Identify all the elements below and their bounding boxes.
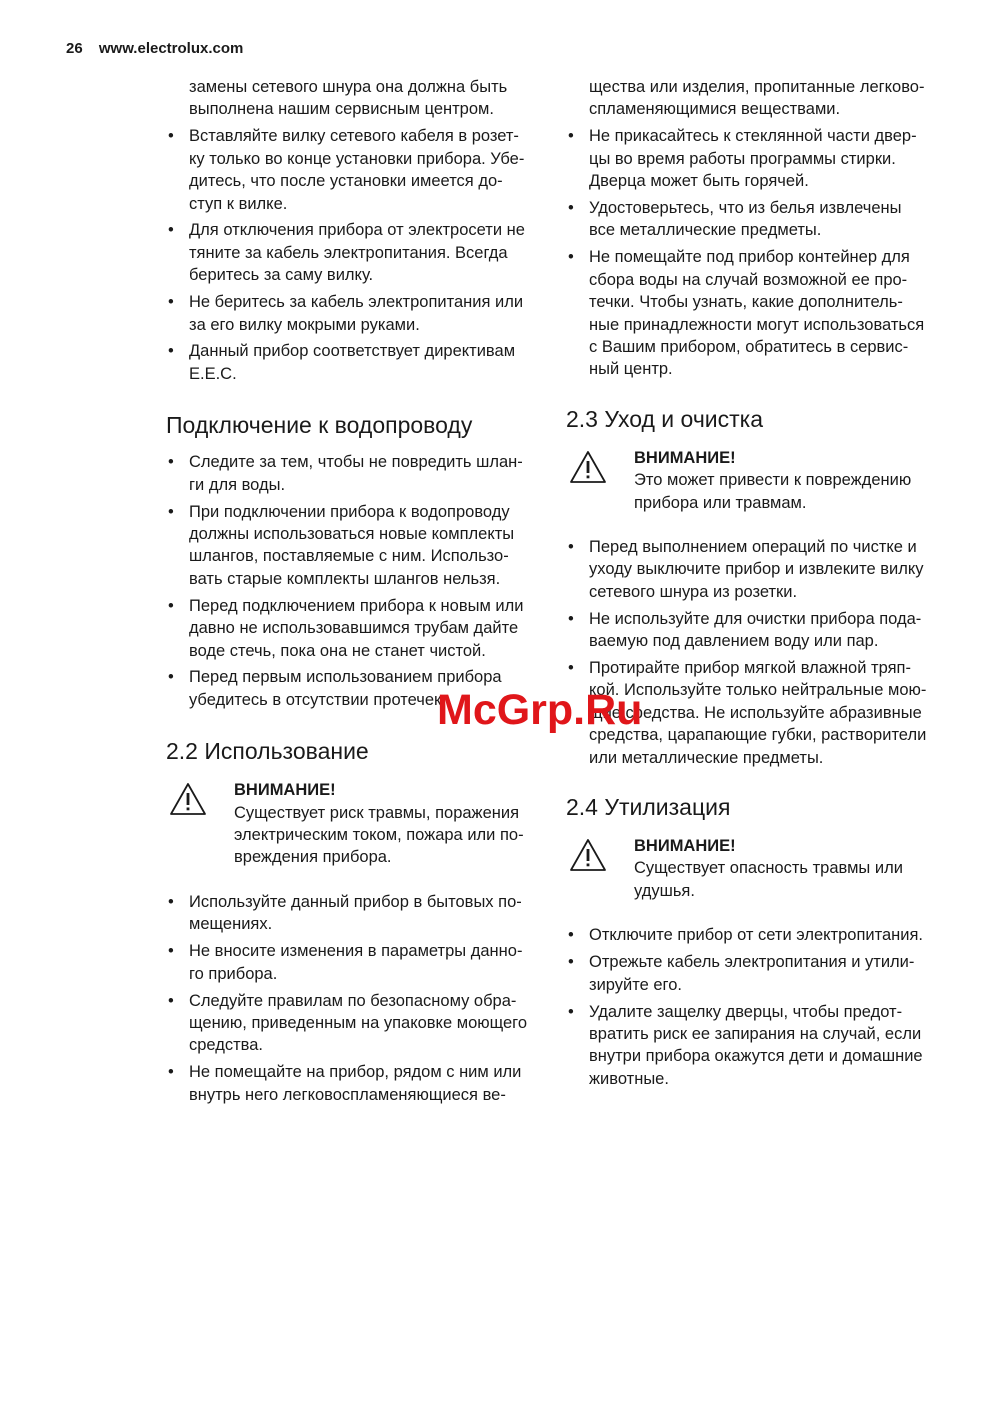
list-item: • Удалите защелку дверцы, чтобы предот- вратить риск ее запирания на случай, если внутри прибора окажутся дети и домашние животные. xyxy=(566,1001,951,1091)
list-item: • Используйте данный прибор в бытовых по- мещениях. xyxy=(166,891,546,936)
watermark: McGrp.Ru xyxy=(437,686,643,734)
list-item: • При подключении прибора к водопроводу должны использоваться новые комплекты шлангов, поставляемые с ним. Использо- вать старые комплекты шлангов нельзя. xyxy=(166,501,546,591)
right-bullet-list-3 xyxy=(566,924,951,1090)
section-title: Утилизация xyxy=(604,794,731,821)
warning-block: ВНИМАНИЕ! Это может привести к повреждению прибора или травмам. xyxy=(566,447,951,514)
warning-block: ВНИМАНИЕ! Существует опасность травмы или удушья. xyxy=(566,835,951,902)
warning-triangle-icon xyxy=(569,838,607,872)
warning-title: ВНИМАНИЕ! xyxy=(234,781,336,800)
list-item: • Протирайте прибор мягкой влажной тряп- кой. Используйте только нейтральные мою- щие средства. Не используйте абразивные средства, царапающие губки, растворители или металлические предметы. xyxy=(566,657,951,769)
list-item: • Данный прибор соответствует директивам E.E.C. xyxy=(166,340,546,385)
list-item: • Следуйте правилам по безопасному обра- щению, приведенным на упаковке моющего средства. xyxy=(166,990,546,1057)
section-number: 2.2 xyxy=(166,738,198,765)
list-item: • Перед подключением прибора к новым или давно не использовавшимся трубам дайте воде стечь, пока она не станет чистой. xyxy=(166,595,546,662)
section-title: Уход и очистка xyxy=(604,405,764,432)
list-item: • Отрежьте кабель электропитания и утили- зируйте его. xyxy=(566,951,951,996)
left-bullet-list-3 xyxy=(166,891,546,1106)
list-item: • Удостоверьтесь, что из белья извлечены все металлические предметы. xyxy=(566,197,951,242)
list-item: • Не вносите изменения в параметры данно- го прибора. xyxy=(166,940,546,985)
warning-triangle-icon xyxy=(569,450,607,484)
section-2-2-heading xyxy=(166,737,546,765)
list-item: • Для отключения прибора от электросети не тяните за кабель электропитания. Всегда беритесь за саму вилку. xyxy=(166,219,546,286)
right-column xyxy=(566,76,951,1095)
list-item: • Не используйте для очистки прибора пода- ваемую под давлением воду или пар. xyxy=(566,608,951,653)
list-item: • Перед выполнением операций по чистке и уходу выключите прибор и извлеките вилку сетевого шнура из розетки. xyxy=(566,536,951,603)
right-intro-paragraph: щества или изделия, пропитанные легково- спламеняющимися веществами. xyxy=(589,78,925,119)
section-number: 2.4 xyxy=(566,794,598,821)
warning-block: ВНИМАНИЕ! Существует риск травмы, поражения электрическим током, пожара или по- вреждения прибора. xyxy=(166,779,546,869)
section-number: 2.3 xyxy=(566,405,598,432)
left-column xyxy=(166,76,546,1111)
site-url[interactable]: www.electrolux.com xyxy=(98,40,244,57)
list-item: • Вставляйте вилку сетевого кабеля в розет- ку только во конце установки прибора. Убе- дитесь, что после установки имеется до- ступ к вилке. xyxy=(166,125,546,215)
warning-title: ВНИМАНИЕ! xyxy=(634,837,736,856)
right-bullet-list-1 xyxy=(566,125,951,380)
list-item: • Следите за тем, чтобы не повредить шлан- ги для воды. xyxy=(166,451,546,496)
section-2-4-heading xyxy=(566,793,951,821)
page-number: 26 xyxy=(66,40,83,57)
section-title: Использование xyxy=(204,738,369,765)
water-connection-heading: Подключение к водопроводу xyxy=(166,412,473,439)
left-bullet-list-2 xyxy=(166,451,546,711)
section-2-3-heading xyxy=(566,405,951,433)
left-intro-paragraph: замены сетевого шнура она должна быть выполнена нашим сервисным центром. xyxy=(189,78,508,119)
page-header xyxy=(66,40,243,57)
list-item: • Отключите прибор от сети электропитания. xyxy=(566,924,951,946)
warning-title: ВНИМАНИЕ! xyxy=(634,448,736,467)
list-item: • Не прикасайтесь к стеклянной части двер- цы во время работы программы стирки. Дверца может быть горячей. xyxy=(566,125,951,192)
list-item: • Не помещайте под прибор контейнер для сбора воды на случай возможной ее про- течки. Чтобы узнать, какие дополнитель- ные принадлежности могут использоваться с Вашим прибором, обратитесь в сервис- ный центр. xyxy=(566,246,951,380)
list-item: • Не помещайте на прибор, рядом с ним или внутрь него легковоспламеняющиеся ве- xyxy=(166,1061,546,1106)
list-item: • Не беритесь за кабель электропитания или за его вилку мокрыми руками. xyxy=(166,291,546,336)
left-bullet-list-1 xyxy=(166,125,546,385)
warning-triangle-icon xyxy=(169,782,207,816)
list-item: • Перед первым использованием прибора убедитесь в отсутствии протечек. xyxy=(166,666,546,711)
